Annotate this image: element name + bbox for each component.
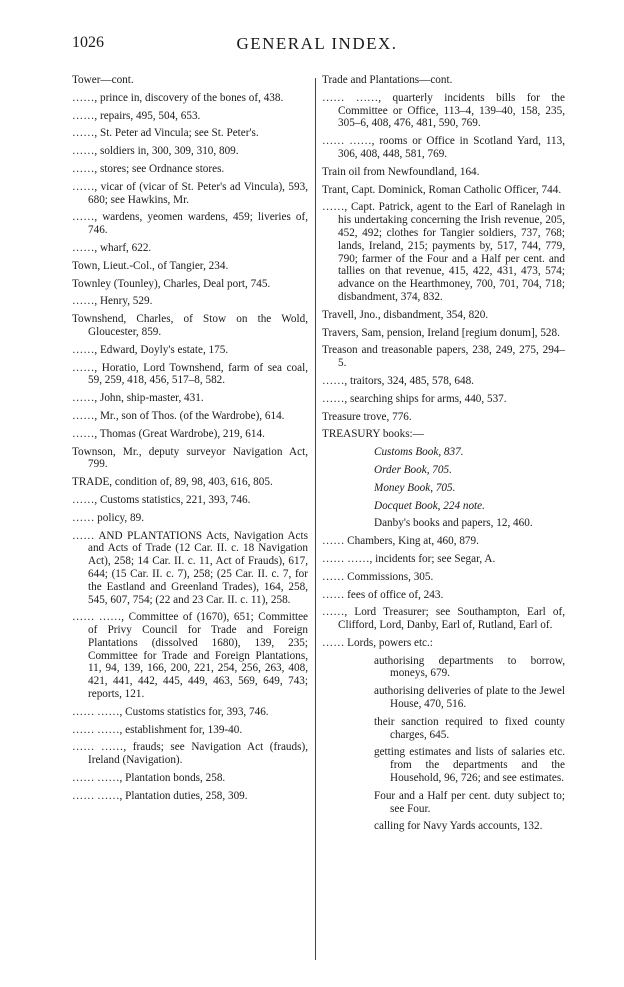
index-entry: TREASURY books:— [322,428,424,441]
index-entry: …… ……, quarterly incidents bills for the Committee or Office, 113–4, 139–40, 158, 235, 305–6, 408, 476, 481, 590, 769. [322,91,565,130]
index-entry: …… policy, 89. [72,511,144,524]
index-entry: ……, Henry, 529. [72,295,153,308]
index-entry: their sanction required to fixed county charges, 645. [374,715,565,741]
index-entry: ……, Capt. Patrick, agent to the Earl of Ranelagh in his undertaking concerning the Irish revenue, 205, 452, 492; clothes for Tangier soldiers, 737, 768; lands, Ireland, 215; payments by, 517, 744, 779, 790; farmer of the Four and a Half per cent. and tallies on that revenue, 415, 422, 431, 473, 574; advance on the Hearthmoney, 700, 701, 704, 718; disbandment, 374, 832. [322,201,565,303]
index-entry: …… ……, Committee of (1670), 651; Committee of Privy Council for Trade and Foreign Plantations (dissolved 1680), 139, 235; Committee for Trade and Foreign Plantations, 11, 94, 139, 166, 200, 221, 254, 256, 263, 408, 421, 441, 442, 445, 449, 463, 569, 649, 743; reports, 121. [72,611,308,701]
index-entry: Treasure trove, 776. [322,410,412,423]
index-entry: …… ……, Customs statistics for, 393, 746. [72,705,269,718]
index-entry: ……, searching ships for arms, 440, 537. [322,392,507,405]
index-entry: TRADE, condition of, 89, 98, 403, 616, 805. [72,476,273,489]
index-entry: Train oil from Newfoundland, 164. [322,165,480,178]
index-entry: ……, Horatio, Lord Townshend, farm of sea coal, 59, 259, 418, 456, 517–8, 582. [72,361,308,387]
index-entry: …… fees of office of, 243. [322,588,444,601]
index-entry: …… Chambers, King at, 460, 879. [322,535,479,548]
index-entry: …… ……, rooms or Office in Scotland Yard, 113, 306, 408, 448, 581, 769. [322,135,565,160]
index-entry: Travell, Jno., disbandment, 354, 820. [322,308,489,321]
index-entry: Customs Book, 837. [374,446,464,459]
index-entry: calling for Navy Yards accounts, 132. [374,820,543,833]
index-entry: ……, soldiers in, 300, 309, 310, 809. [72,145,239,158]
index-entry: authorising deliveries of plate to the Jewel House, 470, 516. [374,685,565,711]
index-entry: ……, stores; see Ordnance stores. [72,162,225,175]
index-entry: Townley (Tounley), Charles, Deal port, 745. [72,277,271,290]
index-entry: …… Lords, powers etc.: [322,636,433,649]
index-entry: Money Book, 705. [374,481,456,494]
index-entry: Danby's books and papers, 12, 460. [374,517,533,530]
index-entry: Townson, Mr., deputy surveyor Navigation Act, 799. [72,445,308,471]
index-entry: Order Book, 705. [374,463,452,476]
index-entry: …… ……, frauds; see Navigation Act (frauds), Ireland (Navigation). [72,741,308,767]
index-entry: …… ……, Plantation bonds, 258. [72,772,226,785]
index-entry: …… AND PLANTATIONS Acts, Navigation Acts and Acts of Trade (12 Car. II. c. 18 Navigation Act), 258; 14 Car. II. c. 11, Act of Frauds), 617, 644; (15 Car. II. c. 7), 258; (25 Car. II. c. 7, for the Eastland and Greenland Trades), 164, 258, 545, 607, 754; (22 and 23 Car. II. c. 11), 258. [72,529,308,606]
index-entry: ……, wardens, yeomen wardens, 459; liveries of, 746. [72,211,308,237]
index-entry: …… ……, incidents for; see Segar, A. [322,552,496,565]
page-header [72,34,562,58]
index-entry: ……, Customs statistics, 221, 393, 746. [72,493,251,506]
index-entry: Town, Lieut.-Col., of Tangier, 234. [72,259,229,272]
running-title: GENERAL INDEX. [236,34,398,53]
index-entry: Trade and Plantations—cont. [322,74,453,86]
index-entry: Trant, Capt. Dominick, Roman Catholic Officer, 744. [322,183,562,196]
index-entry: Four and a Half per cent. duty subject to; see Four. [374,789,565,815]
index-entry: ……, traitors, 324, 485, 578, 648. [322,374,474,387]
column-divider [315,78,316,960]
index-entry: authorising departments to borrow, moneys, 679. [374,654,565,680]
index-column-right [322,74,565,838]
index-entry: Docquet Book, 224 note. [374,499,485,512]
index-entry: ……, vicar of (vicar of St. Peter's ad Vincula), 593, 680; see Hawkins, Mr. [72,180,308,206]
index-entry: …… ……, establishment for, 139-40. [72,723,243,736]
index-entry: getting estimates and lists of salaries etc. from the departments and the Household, 96, 726; and see estimates. [374,746,565,785]
index-entry: ……, St. Peter ad Vincula; see St. Peter's. [72,127,259,140]
index-column-left [72,74,308,808]
index-entry: ……, repairs, 495, 504, 653. [72,109,201,122]
index-entry: ……, John, ship-master, 431. [72,392,204,405]
index-entry: ……, Thomas (Great Wardrobe), 219, 614. [72,427,265,440]
index-entry: ……, Edward, Doyly's estate, 175. [72,343,229,356]
index-entry: Townshend, Charles, of Stow on the Wold, Gloucester, 859. [72,313,308,338]
index-entry: …… Commissions, 305. [322,570,434,583]
index-entry: ……, Mr., son of Thos. (of the Wardrobe), 614. [72,409,285,422]
index-entry: ……, prince in, discovery of the bones of, 438. [72,91,284,104]
index-entry: ……, wharf, 622. [72,241,152,254]
index-entry: Tower—cont. [72,74,134,86]
index-entry: …… ……, Plantation duties, 258, 309. [72,789,248,802]
index-entry: ……, Lord Treasurer; see Southampton, Earl of, Clifford, Lord, Danby, Earl of, Rutland, Earl of. [322,606,565,632]
page-number: 1026 [72,34,104,51]
index-entry: Treason and treasonable papers, 238, 249, 275, 294–5. [322,344,565,370]
index-entry: Travers, Sam, pension, Ireland [regium donum], 528. [322,326,560,339]
